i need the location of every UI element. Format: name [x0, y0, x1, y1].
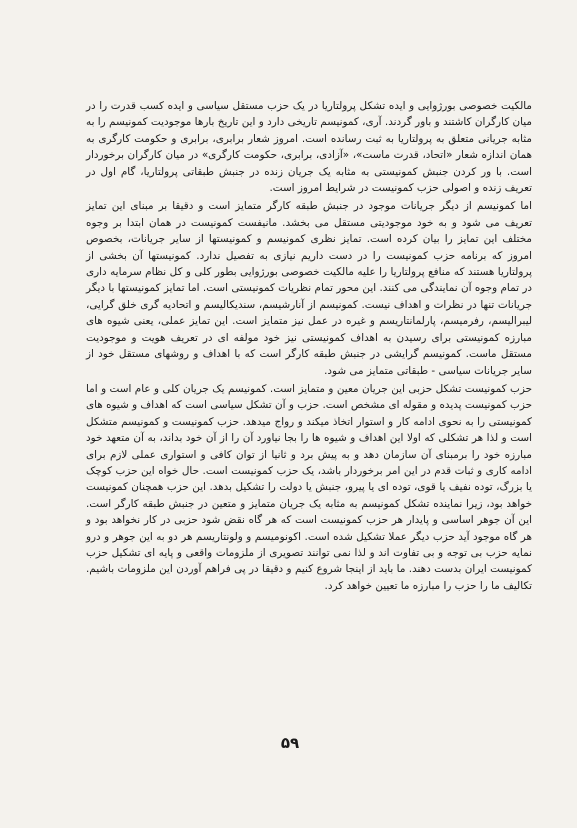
paragraph-1: مالکیت خصوصی بورژوایی و ایده تشکل پرولتاریا در یک حزب مستقل سیاسی و ایده کسب قدرت را در میان کارگران کاشتند و باور گردند. آری، کمونیسم تاریخی دارد و این تاریخ بارها موجودیت کمونیسم را به مثابه جریانی متعلق به پرولتاریا به ثبت رسانده است. امروز شعار برابری، برابری و حکومت کارگری به همان اندازه شعار «اتحاد، قدرت ماست»، «آزادی، برابری، حکومت کارگری» در میان کارگران برخوردار است. با ور کردن جنبش کمونیستی به مثابه یک جریان زنده در جنبش طبقاتی پرولتاریا، گام اول در تعریف زنده و اصولی حزب کمونیست در شرایط امروز است. [86, 100, 532, 195]
paragraph-3: حزب کمونیست تشکل حزبی این جریان معین و متمایز است. کمونیسم یک جریان کلی و عام است و اما حزب کمونیست پدیده و مقوله ای مشخص است. حزب و آن تشکل سیاسی است که اهداف و شیوه های کمونیستی را به نحوی ادامه کار و استوار اتخاذ میکند و رواج میدهد. حزب کمونیست و کمونیسم متشکل است و لذا هر تشکلی که اولا این اهداف و شیوه ها را بجا نیاورد آن را از آن خود بداند، به آن متعهد خود مبارزه خود را برمبنای آن سازمان دهد و به پیش برد و ثانیا از توان کافی و استواری عملی لازم برای ادامه کاری و ثبات قدم در این امر برخوردار باشد، یک حزب کمونیست است. حال خواه این حزب کوچک یا بزرگ، توده نفیف یا قوی، توده ای یا پیرو، جنبش یا دولت را تشکیل بدهد. این حزب همچنان کمونیست خواهد بود، زیرا نماینده تشکل کمونیسم به مثابه یک جریان متمایز و متعین در جنبش طبقه کارگر است. این آن جوهر اساسی و پایدار هر حزب کمونیست است که هر گاه نقض شود حزبی در کار نخواهد بود و هر گاه موجود آید حزب دیگر عملا تشکیل شده است. اکونومیسم و ولونتاریسم هر دو به این جوهر و درو نمایه حزب بی توجه و بی تفاوت اند و لذا نمی توانند تصویری از ملزومات واقعی و پایه ای تشکیل حزب کمونیست ایران بدست دهند. ما باید از اینجا شروع کنیم و دقیقا در پی فراهم آوردن این ملزومات باشیم. تکالیف ما را حزب را مبارزه ما تعیین خواهد کرد. [86, 382, 532, 592]
body-text [86, 98, 532, 594]
paragraph-2: اما کمونیسم از دیگر جریانات موجود در جنبش طبقه کارگر متمایز است و دقیقا بر مبنای این تمایز تعریف می شود و به خود موجودیتی مستقل می بخشد. مانیفست کمونیست در همان ابتدا بر وجوه مختلف این تمایز را بیان کرده است. تمایز نظری کمونیسم و کمونیستها از سایر جریانات، بخصوص امروز که برنامه حزب کمونیست را در دست داریم نیازی به تفصیل ندارد. کمونیستها آن بخشی از پرولتاریا هستند که منافع پرولتاریا را علیه مالکیت خصوصی بورژوایی بطور کلی و کل نظام سرمایه داری در تمام وجوه آن نمایندگی می کنند. این محور تمام نظریات کمونیستی است. اما تمایز کمونیستها با دیگر جریانات تنها در نظرات و اهداف نیست. کمونیسم از آنارشیسم، سندیکالیسم و اتحادیه گری خلق گرایی، لیبرالیسم، رفرمیسم، پارلمانتاریسم و غیره در عمل نیز متمایز است. این تمایز عملی، یعنی شیوه های مبارزه کمونیستی برای رسیدن به اهداف کمونیستی نیز خود مولفه ای در تعریف هویت و موجودیت مستقل ماست. کمونیسم گرایشی در جنبش طبقه کارگر است که با اهداف و روشهای مستقل خود از سایر جریانات سیاسی - طبقاتی متمایز می شود. [86, 200, 532, 377]
page-number: ۵۹ [280, 734, 300, 752]
